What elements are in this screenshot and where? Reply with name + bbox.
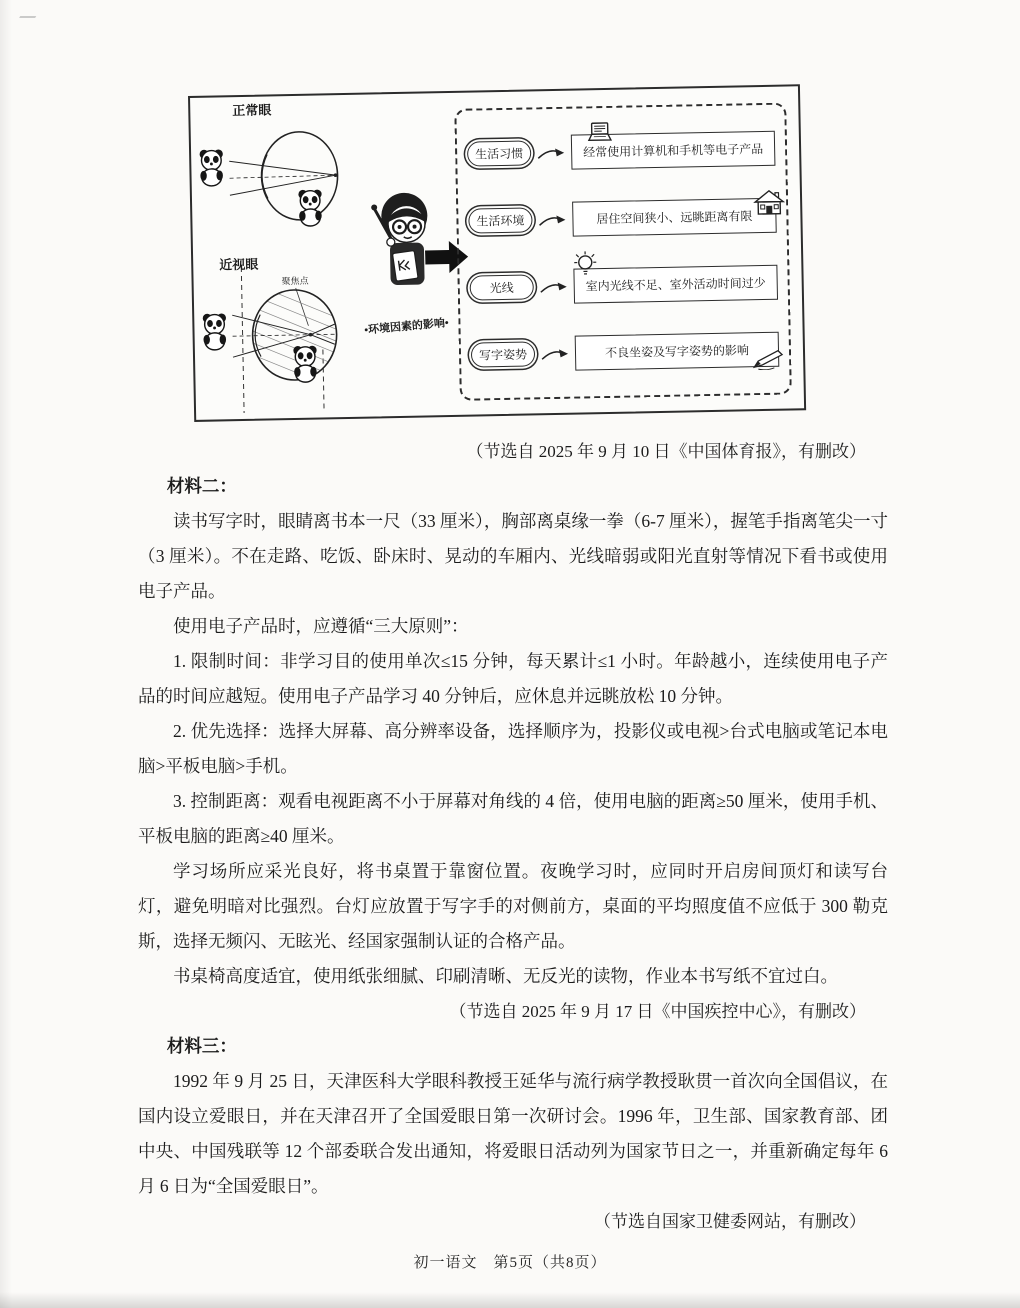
material2-paragraph: 读书写字时，眼睛离书本一尺（33 厘米），胸部离桌缘一拳（6-7 厘米），握笔手指离笔尖一寸（3 厘米）。不在走路、吃饭、卧床时、晃动的车厢内、光线暗弱或阳光直射等情况下看书或使用电子产品。 (138, 511, 888, 601)
panda-icon (298, 190, 322, 227)
scan-edge (0, 1292, 1020, 1308)
material3-heading: 材料三： (166, 1036, 237, 1056)
material3-paragraph: 1992 年 9 月 25 日，天津医科大学眼科教授王延华与流行病学教授耿贯一首次向全国倡议，在国内设立爱眼日，并在天津召开了全国爱眼日第一次研讨会。1996 年，卫生部、国家教育部、团中央、中国残联等 12 个部委联合发出通知，将爱眼日活动列为国家节日之一，并重新确定每年 6 月 6 日为“全国爱眼日”。 (138, 1071, 888, 1196)
scan-edge (0, 0, 12, 1308)
factor-label: 生活环境 (468, 207, 532, 233)
lightbulb-icon (573, 250, 598, 280)
scan-artifact (19, 8, 41, 18)
factor-label: 写字姿势 (471, 341, 535, 367)
material2-paragraph: 3. 控制距离：观看电视距离不小于屏幕对角线的 4 倍，使用电脑的距离≥50 厘米，使用手机、平板电脑的距离≥40 厘米。 (138, 791, 888, 846)
panda-icon (293, 346, 317, 383)
arrow-icon (537, 209, 567, 230)
factor-result: 室内光线不足、室外活动时间过少 (573, 265, 778, 304)
arrow-icon (540, 343, 570, 364)
factor-row-posture (471, 332, 780, 373)
page-footer: 初一语文 第5页（共8页） (413, 1255, 607, 1271)
figure-caption: •环境因素的影响• (363, 317, 450, 337)
material2-paragraph: 书桌椅高度适宜，使用纸张细腻、印刷清晰、无反光的读物，作业本书写纸不宜过白。 (173, 966, 838, 986)
factor-result: 居住空间狭小、远眺距离有限 (572, 198, 777, 237)
factor-result: 经常使用计算机和手机等电子产品 (571, 131, 776, 170)
writing-hand-icon (751, 348, 785, 371)
vision-factors-figure (188, 84, 806, 422)
citation-material3: （节选自国家卫健委网站，有删改） (594, 1212, 866, 1231)
normal-eye-diagram (229, 131, 339, 221)
panda-icon (203, 313, 227, 350)
factors-panel (454, 103, 792, 401)
factor-label: 光线 (470, 274, 534, 300)
factor-row-habits (467, 131, 776, 172)
house-icon (753, 190, 785, 217)
material2-paragraph: 使用电子产品时，应遵循“三大原则”： (173, 616, 469, 636)
laptop-icon (585, 121, 615, 146)
panda-icon (200, 149, 224, 186)
normal-eye-label: 正常眼 (232, 102, 272, 119)
myopia-eye-label: 近视眼 (219, 256, 259, 273)
arrow-icon (539, 276, 569, 297)
factor-label: 生活习惯 (467, 140, 531, 166)
material2-paragraph: 2. 优先选择：选择大屏幕、高分辨率设备，选择顺序为，投影仪或电视>台式电脑或笔记本电脑>平板电脑>手机。 (138, 721, 888, 776)
material2-heading: 材料二： (166, 476, 237, 496)
factor-row-light (469, 265, 778, 306)
focus-point-label: 聚焦点 (281, 275, 309, 287)
factor-row-environment (468, 198, 777, 239)
document-page (138, 0, 888, 1239)
material2-paragraph: 学习场所应采光良好，将书桌置于靠窗位置。夜晚学习时，应同时开启房间顶灯和读写台灯，避免明暗对比强烈。台灯应放置于写字手的对侧前方，桌面的平均照度值不应低于 300 勒克斯，选择无频闪、无眩光、经国家强制认证的合格产品。 (138, 861, 888, 951)
citation-material1: （节选自 2025 年 9 月 10 日《中国体育报》，有删改） (466, 442, 866, 461)
material2-paragraph: 1. 限制时间：非学习目的使用单次≤15 分钟，每天累计≤1 小时。年龄越小，连续使用电子产品的时间应越短。使用电子产品学习 40 分钟后，应休息并远眺放松 10 分钟。 (138, 651, 888, 706)
eye-diagram-svg (192, 97, 370, 418)
arrow-icon (536, 142, 566, 163)
citation-material2: （节选自 2025 年 9 月 17 日《中国疾控中心》，有删改） (449, 1002, 866, 1021)
factor-result: 不良坐姿及写字姿势的影响 (575, 332, 780, 371)
